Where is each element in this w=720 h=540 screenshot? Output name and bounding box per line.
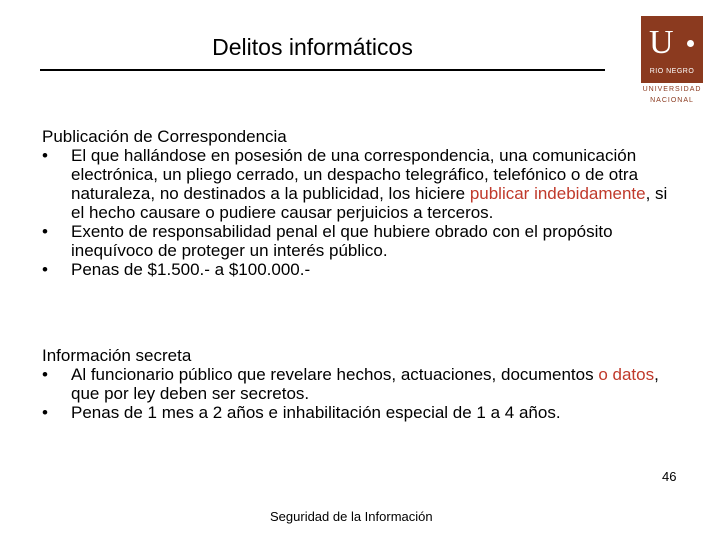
bullet-icon: •: [42, 365, 48, 384]
bullet-text: , si el hecho causare o pudiere causar perjuicios a terceros.: [71, 184, 668, 222]
logo-nacional: NACIONAL: [650, 97, 694, 104]
section-informacion-secreta: [42, 346, 672, 422]
page-number: 46: [662, 469, 677, 484]
section-heading: Publicación de Correspondencia: [42, 127, 287, 146]
logo-rio-negro: RIO NEGRO: [649, 68, 695, 75]
logo-dot-icon: [687, 40, 694, 47]
bullet-text: Al funcionario público que revelare hechos, actuaciones, documentos: [71, 365, 599, 384]
bullet-icon: •: [42, 403, 48, 422]
bullet-icon: •: [42, 260, 48, 279]
bullet-text: Penas de $1.500.- a $100.000.-: [71, 260, 311, 279]
title-underline: [40, 69, 605, 71]
logo-emblem: [641, 16, 703, 83]
bullet-list: [42, 365, 672, 422]
bullet-text: El que hallándose en posesión de una correspondencia, una comunicación electrónica, un pliego cerrado, un despacho telegráfico, telefónico o de otra naturaleza, no destinados a la publicidad, los hiciere: [71, 146, 639, 203]
university-logo: [641, 16, 703, 104]
list-item: [42, 146, 677, 222]
list-item: [42, 365, 672, 403]
list-item: [42, 403, 672, 422]
highlighted-text: o datos: [598, 365, 655, 384]
highlighted-text: publicar indebidamente: [469, 184, 646, 203]
logo-universidad: UNIVERSIDAD: [642, 86, 702, 93]
bullet-list: [42, 146, 677, 279]
logo-u-mark: U: [649, 24, 674, 61]
bullet-icon: •: [42, 146, 48, 165]
slide-footer: Seguridad de la Información: [270, 509, 433, 524]
list-item: [42, 222, 677, 260]
bullet-text: Penas de 1 mes a 2 años e inhabilitación especial de 1 a 4 años.: [71, 403, 561, 422]
list-item: [42, 260, 677, 279]
slide-title: Delitos informáticos: [212, 34, 413, 60]
section-heading: Información secreta: [42, 346, 192, 365]
bullet-text: , que por ley deben ser secretos.: [71, 365, 659, 403]
section-correspondencia: [42, 127, 677, 279]
bullet-text: Exento de responsabilidad penal el que hubiere obrado con el propósito inequívoco de proteger un interés público.: [71, 222, 613, 260]
bullet-icon: •: [42, 222, 48, 241]
